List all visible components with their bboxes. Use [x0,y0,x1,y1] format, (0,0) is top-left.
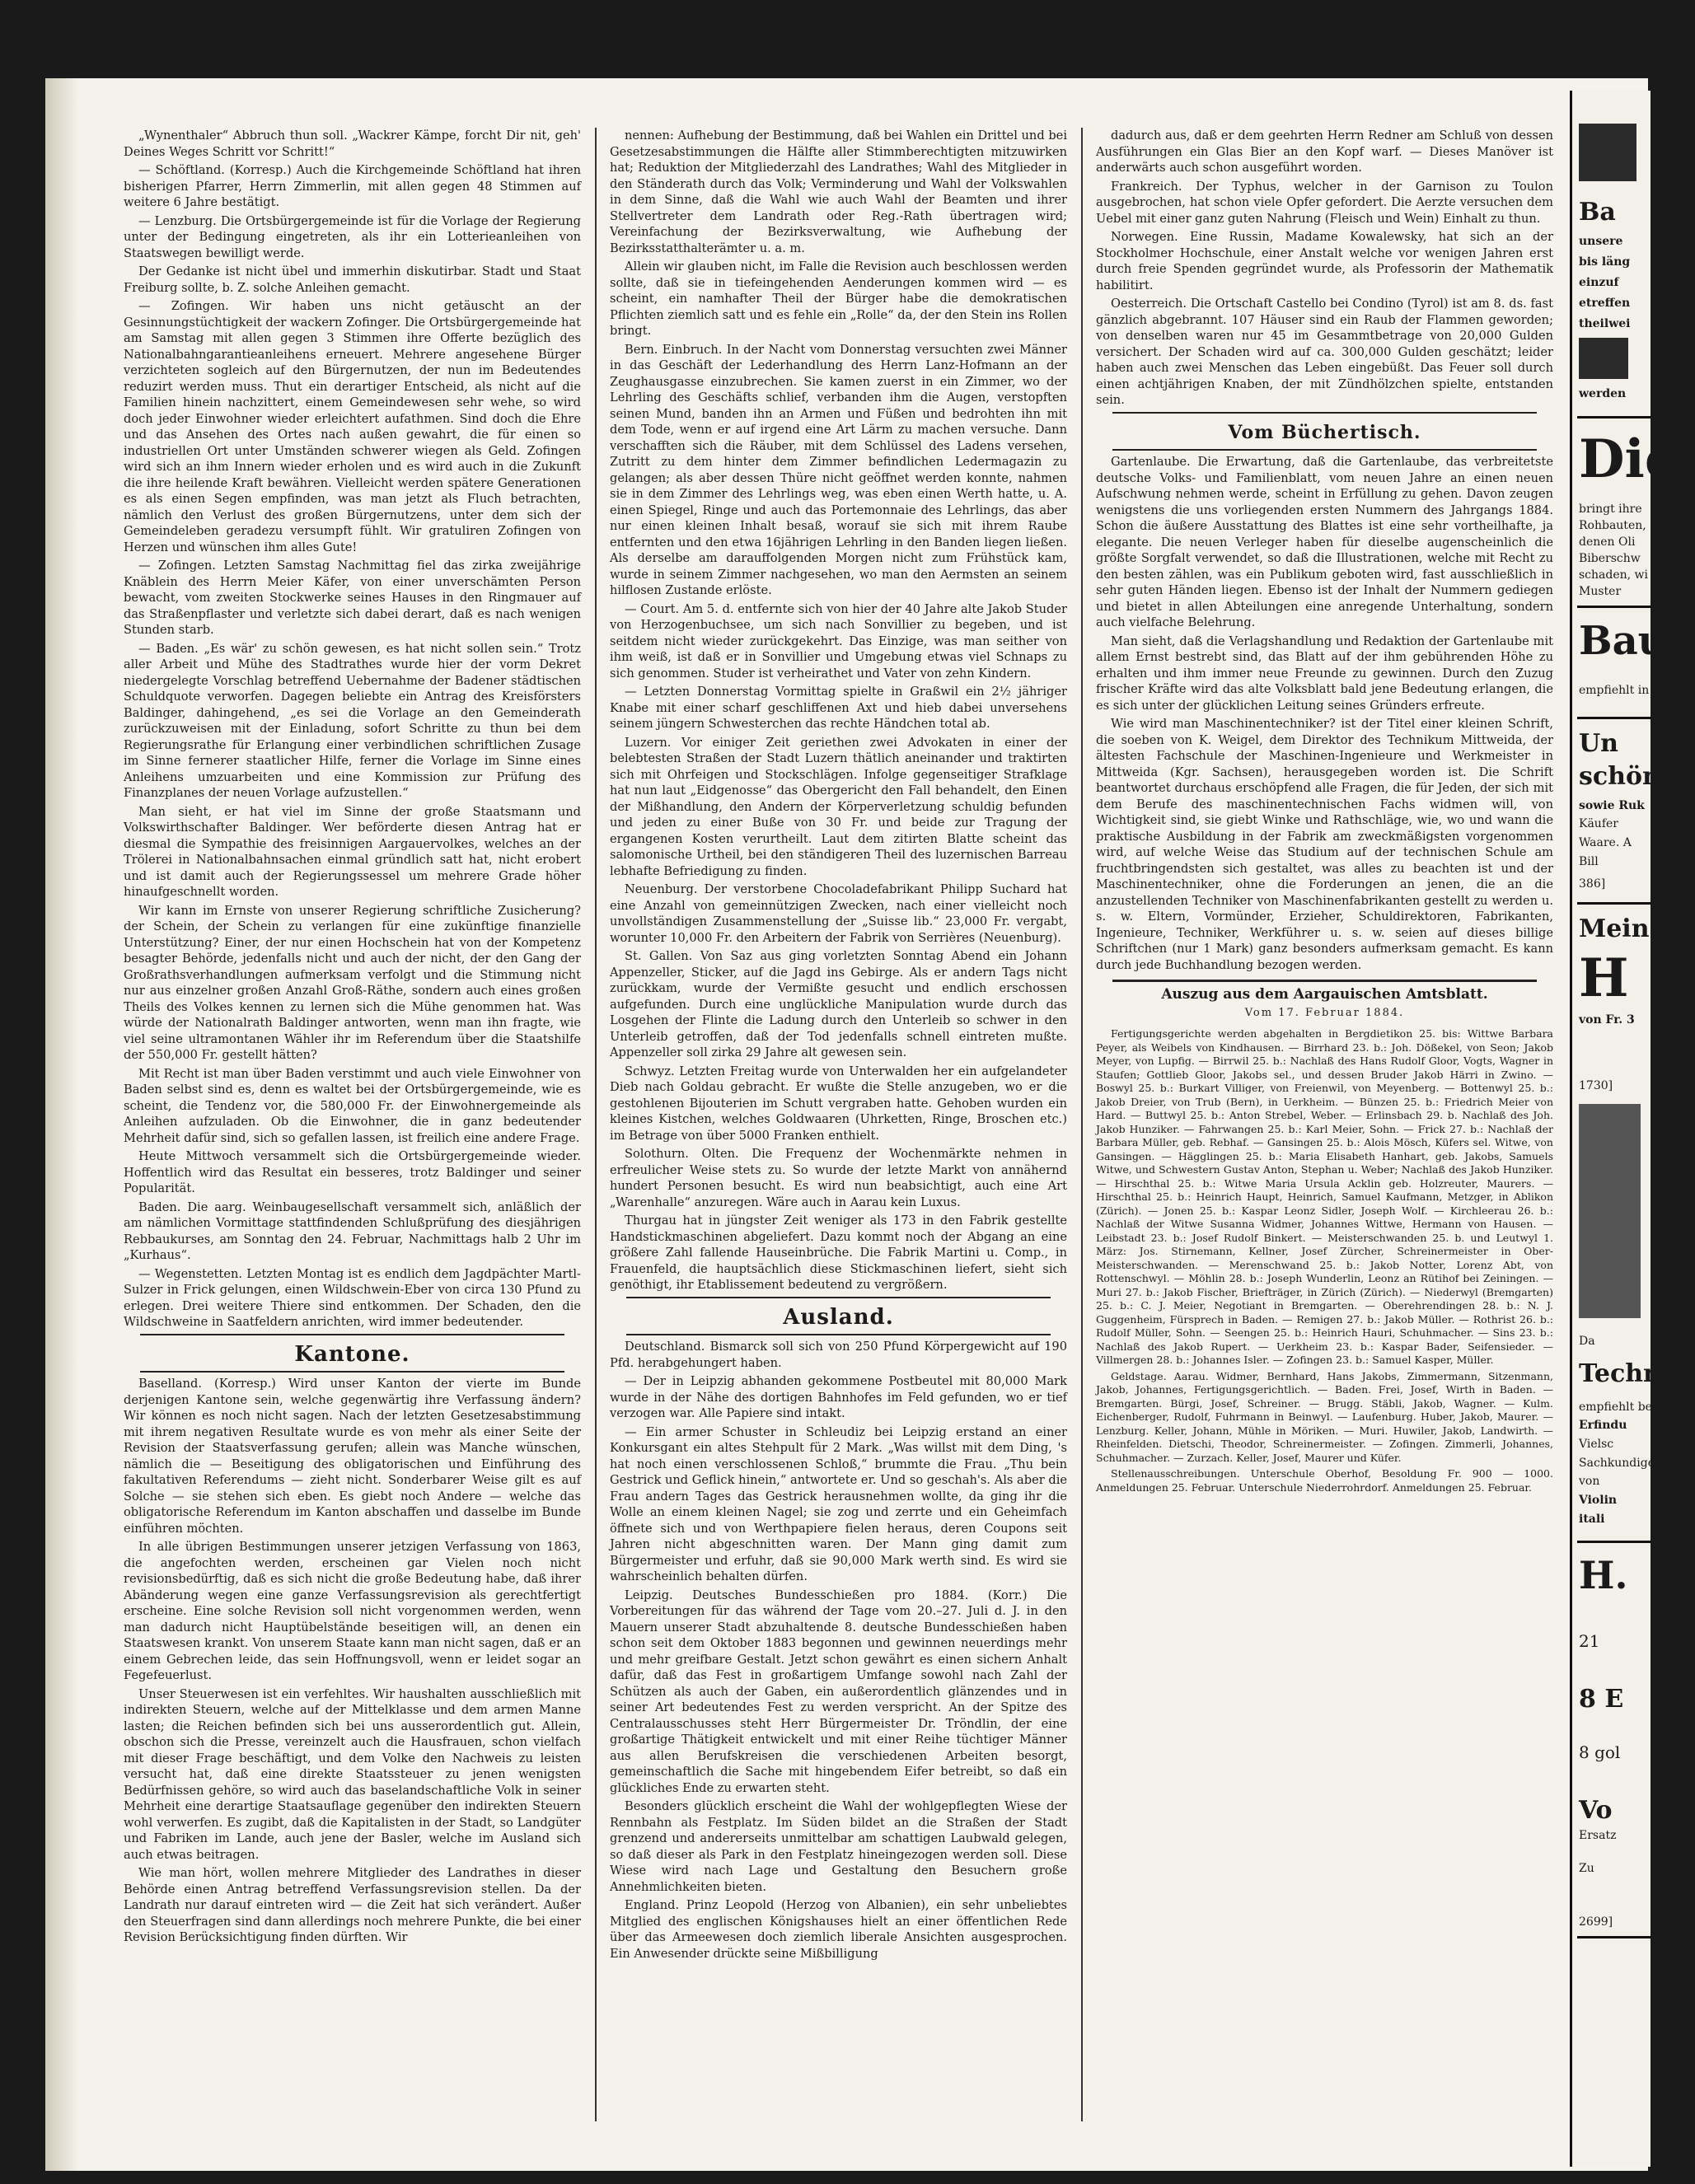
section-divider [1112,980,1537,982]
article-paragraph: — Zofingen. Wir haben uns nicht getäuscht an der Gesinnungstüchtigkeit der wackern Zofinger. Die Ortsbürgergemeinde hat am Samstag mit allen gegen 3 Stimmen ihre Offerte bezüglich des Nationalbahngarantieanleihens erneuert. Mehrere angesehene Bürger verzichteten sogleich auf den Bürgernutzen, der nun im Bedeutendes reduzirt werden muss. Thut ein derartiger Entscheid, als nicht auf die Familien hinein nachzittert, einem Gemeindewesen sehr wehe, so wird doch jeder Einwohner wieder erleichtert aufathmen. Sind doch die Ehre und das Ansehen des Ortes nach außen gewahrt, die für einen so industriellen Ort unter Umständen schwerer wiegen als Geld. Zofingen wird sich an ihm Innern wieder erholen und es wird auch in die Zukunft die ihre heilende Kraft bewähren. Vielleicht werden spätere Generationen es als einen Segen empfinden, was man jetzt als Fluch betrachten, nämlich den Verlust des großen Bürgernutzens, unter dem sich der Gemeindeleben geradezu versumpft fühlt. Wir gratuliren Zofingen von Herzen und wünschen ihm alles Gute! [124,299,581,554]
ad-graphic [1579,338,1628,379]
article-paragraph: Wir kann im Ernste von unserer Regierung schriftliche Zusicherung? der Schein, der Schein zu verlangen für eine zukünftige finanzielle Unterstützung? Einer, der nur einen Hochschein hat von der Kompetenz besagter Behörde, jedenfalls nicht und auch der nicht, der den Gang der Großrathsverhandlungen aufmerksam verfolgt und die Stimmung nicht nur aus einzelner großen Anzahl Groß-Räthe, sondern auch eines großen Theils des Volkes kennen zu lernen sich die Mühe genommen hat. Was würde der Nationalrath Baldinger antworten, wenn man ihn fragte, wie viel seine ultramontanen Wähler ihr im Referendum über die Staatshilfe der 550,000 Fr. gestellt hätten? [124,903,581,1062]
ad-fragment: Käufer [1579,817,1618,830]
ad-fragment: 386] [1579,877,1606,891]
article-paragraph: — Der in Leipzig abhanden gekommene Postbeutel mit 80,000 Mark wurde in der Nähe des dortigen Bahnhofes im Feld gefunden, wo er tief verzogen war. Alle Papiere sind intakt. [610,1374,1067,1420]
ad-fragment: schöne [1579,762,1676,791]
ad-fragment: Mein [1579,914,1650,943]
article-paragraph: — Ein armer Schuster in Schleudiz bei Leipzig erstand an einer Konkursgant ein altes Stehpult für 2 Mark. „Was willst mit dem Ding, 's hat noch einen verschlossenen Schloß,“ brummte die Frau. „Thu bein Gestrick und Geflick hinein,“ antwortete er. Und so geschah's. Als aber die Frau andern Tages das Gestrick herausnehmen wollte, da ging ihr die Wolle an einem kleinen Nagel; sie zog und zerrte und ein Geheimfach öffnete sich und von Werthpapiere fielen heraus, deren Coupons seit Jahren nicht abgeschnitten waren. Der Mann ging damit zum Bürgermeister und erfuhr, daß sie 90,000 Mark werth sind. Es wird sie wahrscheinlich behalten dürfen. [610,1424,1067,1583]
column-3-paragraphs [1096,128,1553,409]
article-paragraph: — Lenzburg. Die Ortsbürgergemeinde ist für die Vorlage der Regierung unter der Bedingung eingetreten, als ihr ein Lotterieanleihen von Staatswegen bewilligt werde. [124,213,581,260]
amtsblatt-title: Auszug aus dem Aargauischen Amtsblatt. [1161,986,1488,1003]
article-paragraph: Man sieht, daß die Verlagshandlung und Redaktion der Gartenlaube mit allem Ernst bestrebt sind, das Blatt auf der ihm gebührenden Höhe zu erhalten und ihm immer neue Freunde zu gewinnen. Durch den Zuzug frischer Kräfte wird das alte Volksblatt bald jene Bedeutung erlangen, die es sich unter der glücklichen Leitung seines Gründers erfreute. [1096,634,1553,713]
article-paragraph: Solothurn. Olten. Die Frequenz der Wochenmärkte nehmen in erfreulicher Weise stets zu. So wurde der letzte Markt von annähernd hundert Personen besucht. Es wird nun beabsichtigt, auch eine Art „Warenhalle“ anzuregen. Wäre auch in Aarau kein Luxus. [610,1147,1067,1209]
article-paragraph: Stellenausschreibungen. Unterschule Oberhof, Besoldung Fr. 900 — 1000. Anmeldungen 25. Februar. Unterschule Niederrohrdorf. Anmeldungen 25. Februar. [1096,1467,1553,1494]
ad-rule [1577,416,1651,419]
section-title-buechertisch: Vom Büchertisch. [1228,421,1421,443]
article-paragraph: — Wegenstetten. Letzten Montag ist es endlich dem Jagdpächter Martl-Sulzer in Frick gelungen, einen Wildschwein-Eber von circa 130 Pfund zu erlegen. Drei weitere Thiere sind entkommen. Der Schaden, den die Wildschweine in Saatfeldern anrichten, wird immer bedeutender. [124,1266,581,1329]
ad-fragment: 8 gol [1579,1742,1621,1762]
article-paragraph: St. Gallen. Von Saz aus ging vorletzten Sonntag Abend ein Johann Appenzeller, Sticker, auf die Jagd ins Gebirge. Als er andern Tags nicht zurückkam, wurde der Vermißte gesucht und endlich erschossen aufgefunden. Durch eine unglückliche Manipulation wurde durch das Losgehen der Flinte die Ladung durch den Unterleib so schwer in den Unterleib getroffen, daß der Tod jedenfalls schnell eintreten mußte. Appenzeller soll zirka 29 Jahre alt gewesen sein. [610,949,1067,1059]
article-paragraph: Deutschland. Bismarck soll sich von 250 Pfund Körpergewicht auf 190 Pfd. herabgehungert haben. [610,1340,1067,1370]
ad-graphic [1579,124,1636,181]
article-paragraph: Gartenlaube. Die Erwartung, daß die Gartenlaube, das verbreitetste deutsche Volks- und Familienblatt, vom neuen Jahre an einen neuen Aufschwung nehmen werde, scheint in Erfüllung zu gehen. Davon zeugen wenigstens die uns vorliegenden ersten Nummern des Jahrgangs 1884. Schon die äußere Ausstattung des Blattes ist eine sehr vortheilhafte, ja elegante. Die neuen Verleger haben für dieselbe augenscheinlich die größte Sorgfalt verwendet, so daß die Illustrationen, welche mit Recht zu den besten zählen, was ein Publikum geboten wird, fast ausschließlich in sehr guten Händen liegen. Ebenso ist der Inhalt der Nummern gediegen und bietet in allen Abteilungen eine anregende Unterhaltung, sondern auch vielfache Belehrung. [1096,455,1553,629]
ad-fragment: Waare. A [1579,836,1632,849]
buechertisch-paragraphs [1096,454,1553,973]
ad-fragment: Techn [1579,1359,1661,1388]
article-paragraph: Fertigungsgerichte werden abgehalten in Bergdietikon 25. bis: Wittwe Barbara Peyer, als Weibels von Kindhausen. — Birrhard 23. b.: Joh. Dößekel, von Seon; Jakob Meyer, von Lupfig. — Birrwil 25. b.: Nachlaß des Hans Rudolf Gloor, Vogts, Wagner in Staufen; Gottlieb Gloor, Jakobs sel., und dessen Bruder Jakob Härri in Zwino. — Boswyl 25. b.: Burkart Villiger, von Freienwil, von Meyenberg. — Bottenwyl 25. b.: Jakob Dreier, von Trub (Bern), in Uerkheim. — Bünzen 25. b.: Friedrich Meier von Hard. — Buttwyl 25. b.: Anton Strebel, Weber. — Erlinsbach 29. b. Nachlaß des Joh. Jakob Hunziker. — Fahrwangen 25. b.: Karl Meier, Sohn. — Frick 27. b.: Nachlaß der Barbara Müller, geb. Rebhaf. — Gansingen 25. b.: Alois Mösch, Küfers sel. Witwe, von Gansingen. — Hägglingen 25. b.: Maria Elisabeth Hanhart, geb. Jakobs, Samuels Witwe, und Schwestern Gustav Anton, Stephan u. Weber; Nachlaß des Jakob Hunziker. — Hirschthal 25. b.: Witwe Maria Ursula Acklin geb. Holzreuter, Maurers. — Hirschthal 25. b.: Heinrich Haupt, Heinrich, Samuel Kaufmann, Metzger, in Ablikon (Zürich). — Jonen 25. b.: Kaspar Leonz Sidler, Joseph Wolf. — Kirchleerau 26. b.: Nachlaß der Witwe Susanna Widmer, Johannes Wittwe, Hermann von Hausen. — Leibstadt 23. b.: Josef Rudolf Binkert. — Meisterschwanden 25. b. und Leutwyl 1. März: Jos. Stirnemann, Kellner, Josef Zürcher, Schreinermeister in Ober-Meisterschwanden. — Merenschwand 25. b.: Jakob Notter, Lorenz Abt, von Rottenschwyl. — Möhlin 28. b.: Joseph Wunderlin, Leonz an Rütihof bei Zeiningen. — Muri 27. b.: Jakob Fischer, Briefträger, in Zürich (Zürich). — Niederwyl (Bremgarten) 25. b.: C. J. Meier, Negotiant in Bremgarten. — Oberehrendingen 28. b.: N. J. Guggenheim, Fürsprech in Baden. — Remigen 27. b.: Jakob Müller. — Rothrist 26. b.: Rudolf Müller, Sohn. — Seengen 25. b.: Heinrich Hauri, Schuhmacher. — Sins 23. b.: Nachlaß des Jakob Rupert. — Uerkheim 23. b.: Kaspar Bader, Seifensieder. — Villmergen 28. b.: Johannes Isler. — Zofingen 23. b.: Samuel Kasper, Müller. [1096,1027,1553,1366]
ad-fragment: Baun [1579,618,1695,664]
ad-fragment: 8 E [1579,1685,1624,1714]
amtsblatt-paragraphs [1096,1027,1553,1494]
ad-fragment: Un [1579,729,1618,758]
article-paragraph: Bern. Einbruch. In der Nacht vom Donnerstag versuchten zwei Männer in das Geschäft der Lederhandlung des Herrn Lanz-Hofmann an der Zeughausgasse einzubrechen. Sie kamen zuerst in ein Zimmer, wo der Lehrling des Geschäfts schlief, verbanden ihm die Augen, verstopften seinen Mund, banden ihn an Armen und Füßen und bedrohten ihn mit dem Tode, wenn er auf irgend eine Art Lärm zu machen versuche. Dann verschafften sich die Räuber, mit dem Schlüssel des Ladens versehen, Zutritt zu dem hinter dem Zimmer befindlichen Ledermagazin zu gelangen; als aber dessen Thüre nicht geöffnet werden konnte, nahmen sie in dem Zimmer des Lehrlings weg, was eben einen Werth hatte, u. A. einen Spiegel, Ringe und auch das Portemonnaie des Lehrlings, das aber nur einen kleinen Inhalt besaß, worauf sie sich mit ihrem Raube entfernten und den etwa 16jährigen Lehrling in den Banden liegen ließen. Als derselbe am darauffolgenden Morgen nicht zum Frühstück kam, wurde in seinem Zimmer nachgesehen, wo man den Aermsten an seinem hilflosen Zustande erlöste. [610,342,1067,597]
ad-fragment: empfiehlt bei [1579,1401,1656,1414]
article-paragraph: Geldstage. Aarau. Widmer, Bernhard, Hans Jakobs, Zimmermann, Sitzenmann, Jakob, Johannes, Fertigungsgerichtlich. — Baden. Frei, Josef, Wirth in Baden. — Bremgarten. Bürgi, Josef, Schreiner. — Brugg. Stäbli, Jakob, Wagner. — Kulm. Eichenberger, Rudolf, Fuhrmann in Beinwyl. — Laufenburg. Huber, Jakob, Maurer. — Lenzburg. Keller, Johann, Mühle in Möriken. — Muri. Huwiler, Jakob, Landwirth. — Rheinfelden. Dietschi, Theodor, Schreinermeister. — Zofingen. Zimmerli, Johannes, Schuhmacher. — Zurzach. Keller, Josef, Maurer und Küfer. [1096,1369,1553,1464]
section-divider [140,1334,564,1335]
ad-fragment: Da [1579,1335,1595,1348]
ad-fragment: itali [1579,1513,1605,1526]
ad-fragment: von Fr. 3 [1579,1013,1635,1027]
article-paragraph: Baselland. (Korresp.) Wird unser Kanton der vierte im Bunde derjenigen Kantone sein, welche gegenwärtig ihre Verfassung ändern? Wir können es noch nicht sagen. Nach der letzten Gesetzesabstimmung mit ihrem negativen Resultate wurde es von mehr als einer Seite der Revision der Staatsverfassung gerufen; allein was Manche wünschen, nämlich die — Beseitigung des obligatorischen und Einführung des fakultativen Referendums — zieht nicht. Sonderbarer Weise gilt es auf Solche — sie stehen sich eben. Es giebt noch Andere — welche das obligatorische Referendum im Kanton abschaffen und dasselbe im Bunde einführen möchten. [124,1377,581,1536]
article-paragraph: Unser Steuerwesen ist ein verfehltes. Wir haushalten ausschließlich mit indirekten Steuern, welche auf der Mittelklasse und dem armen Manne lasten; die Reichen befinden sich bei uns ausserordentlich gut. Allein, obschon sich die Presse, vereinzelt auch die Hausfrauen, schon vielfach mit dieser Frage beschäftigt, und dem Volke den Nachweis zu leisten versucht hat, daß eine direkte Staatssteuer zu jenen wenigsten Bedürfnissen gehöre, so wird auch das baselandschaftliche Volk in seiner Mehrheit eine derartige Staatsauflage gegenüber den indirekten Steuern wohl verwerfen. Es zugibt, daß die Kapitalisten in der Stadt, so Landgüter und Fabriken im Lande, auch jene der Basler, welche im Ausland sich auch etwas beitragen. [124,1686,581,1862]
ad-fragment: Ersatz [1579,1829,1617,1842]
ad-fragment: 21 [1579,1631,1600,1651]
ad-fragment: Vielsc [1579,1438,1614,1451]
ad-fragment: Bill [1579,855,1599,868]
ad-fragment: Die [1579,428,1679,490]
ad-fragment: einzuf [1579,276,1619,289]
ad-rule [1577,902,1651,905]
article-paragraph: Baden. Die aarg. Weinbaugesellschaft versammelt sich, anläßlich der am nämlichen Vormittage stattfindenden Schlußprüfung des diesjährigen Rebbaukurses, am Sonntag den 24. Februar, Nachmittags halb 2 Uhr im „Kurhaus“. [124,1200,581,1262]
newspaper-page [45,78,1648,2171]
adjacent-page-edge [1570,91,1695,2167]
ad-rule [1577,717,1651,719]
ad-fragment: von [1579,1475,1600,1488]
article-paragraph: dadurch aus, daß er dem geehrten Herrn Redner am Schluß von dessen Ausführungen ein Glas Bier an den Kopf warf. — Dieses Manöver ist anderwärts auch schon ausgeführt worden. [1096,129,1553,175]
article-paragraph: Der Gedanke ist nicht übel und immerhin diskutirbar. Stadt und Staat Freiburg sollte, b. Z. solche Anleihen gemacht. [124,264,581,295]
ad-fragment: theilwei [1579,317,1631,330]
column-3 [1096,128,1553,2121]
article-paragraph: In alle übrigen Bestimmungen unserer jetzigen Verfassung von 1863, die angefochten werden, erscheinen gar Vielen noch nicht revisionsbedürftig, daß es sich nicht die große Bedeutung habe, daß ihrer Abänderung wegen eine ganze Verfassungsrevision als gerechtfertigt erscheine. Eine solche Revision soll nicht vorgenommen werden, wenn man dadurch nicht Hauptübelstände beseitigen will, an denen ein Staatswesen krankt. Von unserem Staate kann man nicht sagen, daß er an einem Gebrechen leide, das sein Hoffnungsvoll, wenn er leidet sogar an Fegefeuerlust. [124,1540,581,1682]
article-paragraph: Frankreich. Der Typhus, welcher in der Garnison zu Toulon ausgebrochen, hat schon viele Opfer gefordert. Die Aerzte versuchen dem Uebel mit einer ganz guten Nahrung (Fleisch und Wein) Einhalt zu thun. [1096,179,1553,226]
article-paragraph: Leipzig. Deutsches Bundesschießen pro 1884. (Korr.) Die Vorbereitungen für das während der Tage vom 20.–27. Juli d. J. in den Mauern unserer Stadt abzuhaltende 8. deutsche Bundesschießen haben schon seit dem Oktober 1883 begonnen und gewinnen neuerdings mehr und mehr greifbare Gestalt. Jetzt schon gewährt es einen sichern Anhalt dafür, daß das Fest in großartigem Umfange sowohl nach Zahl der Schützen als auch der Gaben, ein außerordentlich glänzendes und in seiner Art bedeutendes Fest zu werden verspricht. An der Spitze des Centralausschusses steht Herr Bürgermeister Dr. Tröndlin, der eine großartige Thätigkeit entwickelt und mit einer Reihe tüchtiger Männer aus allen Berufskreisen die verschiedenen Arbeiten besorgt, gemeinschaftlich die Sache mit hingebendem Eifer betreibt, so daß ein glückliches Ende zu erwarten steht. [610,1588,1067,1795]
article-paragraph: England. Prinz Leopold (Herzog von Albanien), ein sehr unbeliebtes Mitglied des englischen Königshauses hielt an einer öffentlichen Rede über das Armeewesen doch ziemlich liberale Ansichten ausgesprochen. Ein Anwesender drückte seine Mißbilligung [610,1898,1067,1961]
article-paragraph: Neuenburg. Der verstorbene Chocoladefabrikant Philipp Suchard hat eine Anzahl von gemeinnützigen Zwecken, nach einer vielleicht noch unvollständigen Zusammenstellung der „Suisse lib.“ 23,000 Fr. vergabt, worunter 10,000 Fr. den Arbeitern der Fabrik von Serrières (Neuenburg). [610,882,1067,945]
page-content-area [124,128,1590,2121]
article-paragraph: Allein wir glauben nicht, im Falle die Revision auch beschlossen werden sollte, daß sie in tiefeingehenden Aenderungen kommen wird — es scheint, ein namhafter Theil der Bürger habe die demokratischen Pflichten ziemlich satt und es fehle ein „Rolle“ da, der den Stein ins Rollen bringt. [610,260,1067,338]
ausland-paragraphs [610,1339,1067,1962]
ad-fragment: Erfindu [1579,1419,1627,1432]
ad-fragment: bringt ihre [1579,503,1642,516]
section-title-ausland: Ausland. [783,1304,894,1330]
ad-fragment: Sachkundige [1579,1457,1655,1470]
ad-fragment: schaden, wi [1579,568,1649,582]
article-paragraph: Norwegen. Eine Russin, Madame Kowalewsky, hat sich an der Stockholmer Hochschule, einer Anstalt welche vor wenigen Jahren erst durch freie Spenden gegründet wurde, als Professorin der Mathematik habilitirt. [1096,230,1553,292]
column-rule [1081,128,1083,2121]
column-rule [595,128,597,2121]
ad-fragment: 2699] [1579,1915,1613,1929]
section-divider [626,1297,1051,1298]
amtsblatt-date: Vom 17. Februar 1884. [1244,1006,1405,1019]
ad-fragment: werden [1579,387,1627,400]
article-paragraph: — Letzten Donnerstag Vormittag spielte in Graßwil ein 2½ jähriger Knabe mit einer scharf geschliffenen Axt und hieb dabei unversehens seinem jüngern Schwesterchen das rechte Händchen total ab. [610,685,1067,731]
kantone-paragraphs [124,1376,581,1946]
column-2 [610,128,1067,2121]
article-paragraph: Besonders glücklich erscheint die Wahl der wohlgepflegten Wiese der Rennbahn als Festplatz. Im Süden bildet an die Straßen der Stadt grenzend und andererseits unmittelbar am schattigen Laubwald gelegen, so daß dieser als Park in den Festplatz hineingezogen werden soll. Diese Wiese wird nach Lage und Gestaltung den Besuchern große Annehmlichkeiten bieten. [610,1799,1067,1894]
section-divider [1112,412,1537,414]
article-paragraph: nennen: Aufhebung der Bestimmung, daß bei Wahlen ein Drittel und bei Gesetzesabstimmungen die Hälfte aller Stimmberechtigten mitzuwirken hat; Reduktion der Mitgliederzahl des Landrathes; Wahl des Mitglieder in den Ständerath durch das Volk; Verminderung und Wahl der Volkswahlen in dem Sinne, daß die Wahl wie auch Wahl der Beamten und ihrer Stellvertreter dem Landrath oder Reg.-Rath übertragen wird; Vereinfachung der Bezirksverwaltung, wie Aufhebung der Bezirksstatthalterämter u. a. m. [610,129,1067,255]
ad-fragment: Rohbauten, [1579,519,1646,532]
ad-engraving [1579,1104,1641,1318]
ad-fragment: Ba [1579,198,1616,227]
section-divider [140,1371,564,1373]
ad-rule [1577,1541,1651,1543]
article-paragraph: — Court. Am 5. d. entfernte sich von hier der 40 Jahre alte Jakob Studer von Herzogenbuchsee, um sich nach Sonvillier zu begeben, und ist seitdem nicht wieder zurückgekehrt. Das Einzige, was man seither von ihm weiß, ist daß er in Sonvillier und Umgebung etwas viel Schnaps zu sich genommen. Studer ist verheirathet und Vater von zehn Kindern. [610,601,1067,680]
article-paragraph: — Zofingen. Letzten Samstag Nachmittag fiel das zirka zweijährige Knäblein des Herrn Meier Käfer, von einer unverschämten Person bewacht, vom zweiten Stockwerke seines Hauses in den Ringmauer auf das Straßenpflaster und verletzte sich dabei derart, daß es nach wenigen Stunden starb. [124,559,581,637]
article-paragraph: Heute Mittwoch versammelt sich die Ortsbürgergemeinde wieder. Hoffentlich wird das Resultat ein besseres, trotz Baldinger und seiner Popularität. [124,1149,581,1195]
ad-fragment: Violin [1579,1494,1618,1507]
ad-fragment: etreffen [1579,297,1631,310]
section-title-kantone: Kantone. [294,1341,410,1367]
article-paragraph: Oesterreich. Die Ortschaft Castello bei Condino (Tyrol) ist am 8. ds. fast gänzlich abgebrannt. 107 Häuser sind ein Raub der Flammen geworden; von denselben waren nur 45 im Gesammtbetrage von 20,000 Gulden versichert. Der Schaden wird auf ca. 300,000 Gulden geschätzt; leider haben auch zwei Menschen das Leben eingebüßt. Das Feuer soll durch einen achtjährigen Knaben, der mit Zündhölzchen spielte, entstanden sein. [1096,297,1553,407]
ad-fragment: Vo [1579,1796,1613,1825]
article-paragraph: — Baden. „Es wär' zu schön gewesen, es hat nicht sollen sein.“ Trotz aller Arbeit und Mühe des Stadtrathes wurde hier der vorm Dekret niedergelegte Vorschlag betreffend Uebernahme der Badener städtischen Schuldquote verworfen. Dagegen beliebte ein Antrag des Kreisförsters Baldinger, dahingehend, „es sei die Vorlage an den Gemeinderath zurückzuweisen mit der Einladung, sofort Schritte zu thun bei dem Regierungsrathe für Erlangung einer verbindlichen schriftlichen Zusage im Sinne fernerer staatlicher Hilfe, ferner die Vorlage im Sinne eines Anleihens umzuarbeiten und eine Kommission zur Prüfung des Finanzplanes der neuen Vorlage aufzustellen.“ [124,641,581,800]
ad-fragment: Zu [1579,1862,1594,1875]
ad-fragment: Biberschw [1579,552,1641,565]
ad-fragment: bis läng [1579,255,1631,269]
article-paragraph: Wie wird man Maschinentechniker? ist der Titel einer kleinen Schrift, die soeben von K. Weigel, dem Direktor des Technikum Mittweida, der ältesten Fachschule der Maschinen-Ingenieure und Werkmeister in Mittweida (Kgr. Sachsen), herausgegeben worden ist. Die Schrift beantwortet durchaus erschöpfend alle Fragen, die für Jeden, der sich mit dem Berufe des maschinentechnischen Fachs widmen will, von Wichtigkeit sind, sie giebt Winke und Rathschläge, wie, wo und wann die praktische Ausbildung in der Fabrik am zweckmäßigsten vorgenommen wird, auf welche Weise das Studium auf der technischen Schule am fruchtbringendsten sich gestaltet, was alles zu beachten ist und der Maschinentechniker, ohne die Forderungen an jenen, die an die anzustellenden Techniker von Maschinenfabrikanten gestellt zu werden u. s. w. Eltern, Vormünder, Erzieher, Schuldirektoren, Fabrikanten, Ingenieure, Techniker, Werkführer u. s. w. seien auf dieses billige Schriftchen (nur 1 Mark) ganz besonders aufmerksam gemacht. Es kann durch jede Buchhandlung bezogen werden. [1096,717,1553,972]
article-paragraph: Wie man hört, wollen mehrere Mitglieder des Landrathes in dieser Behörde einen Antrag betreffend Verfassungsrevision stellen. Da der Landrath nur darauf eintreten wird — die Zeit hat sich verändert. Außer den Steuerfragen sind dann allerdings noch mehrere Punkte, die bei einer Revision Berücksichtigung finden dürften. Wir [124,1866,581,1944]
column-2-paragraphs [610,128,1067,1293]
ad-fragment: Muster [1579,585,1622,598]
ad-fragment: sowie Ruk [1579,799,1645,812]
ad-rule [1577,606,1651,608]
column-1-paragraphs [124,128,581,1331]
ad-fragment: empfiehlt in [1579,684,1650,697]
article-paragraph: Thurgau hat in jüngster Zeit weniger als 173 in den Fabrik gestellte Handstickmaschinen abgeliefert. Dazu kommt noch der Abgang an eine größere Zahl fallende Hauseinbrüche. Die Fabrik Martini u. Comp., in Frauenfeld, die hauptsächlich diese Stickmaschinen liefert, sieht sich genöthigt, ihr Etablissement bedeutend zu vergrößern. [610,1214,1067,1292]
ad-fragment: H [1579,947,1629,1009]
article-paragraph: Schwyz. Letzten Freitag wurde von Unterwalden her ein aufgelandeter Dieb nach Goldau gebracht. Er wußte die Stelle anzugeben, wo er die gestohlenen Bijouterien im Schutt vergraben hatte. Gehoben wurden ein kleines Kistchen, welches Goldwaaren (Uhrketten, Ringe, Broschen etc.) im Betrage von über 5000 Franken enthielt. [610,1064,1067,1143]
article-paragraph: — Schöftland. (Korresp.) Auch die Kirchgemeinde Schöftland hat ihren bisherigen Pfarrer, Herrn Zimmerlin, mit allen gegen 48 Stimmen auf weitere 6 Jahre bestätigt. [124,163,581,209]
column-1 [124,128,581,2121]
ad-fragment: denen Oli [1579,535,1636,549]
article-paragraph: Mit Recht ist man über Baden verstimmt und auch viele Einwohner von Baden selbst sind es, denn es waltet bei der Ortsbürgergemeinde, wie es scheint, die Tendenz vor, die 580,000 Fr. der Einwohnergemeinde als Anleihen aufzuladen. Ob die Einwohner, die in ganz bedeutender Mehrheit dafür sind, sich so gefallen lassen, ist freilich eine andere Frage. [124,1066,581,1145]
ad-fragment: unsere [1579,235,1623,248]
article-paragraph: Man sieht, er hat viel im Sinne der große Staatsmann und Volkswirthschafter Baldinger. Wer beförderte diesen Antrag hat er diesmal die Sympathie des freisinnigen Aargauervolkes, welches an der Trölerei in Nationalbahnsachen einmal gründlich satt hat, nicht erobert und ist damit auch der Regierungssessel um mehrere Grade höher hinaufgeschnellt worden. [124,804,581,899]
ad-fragment: 1730] [1579,1079,1613,1092]
section-divider [626,1334,1051,1335]
ad-rule [1577,1936,1651,1938]
section-divider [1112,449,1537,451]
article-paragraph: Luzern. Vor einiger Zeit geriethen zwei Advokaten in einer der belebtesten Straßen der Stadt Luzern thätlich aneinander und traktirten sich mit Ohrfeigen und Stockschlägen. Infolge gegenseitiger Strafklage hat nun laut „Eidgenosse“ das Obergericht den Fall behandelt, den Einen der Mißhandlung, den Andern der Körperverletzung schuldig befunden und jeden zu einer Buße von 30 Fr. und beide zur Tragung der ergangenen Kosten verurtheilt. Laut dem zitirten Blatte scheint das salomonische Urtheil, bei den ständigeren Theil des luzernischen Barreau lebhafte Befriedigung zu finden. [610,735,1067,878]
ad-fragment: H. [1579,1553,1628,1597]
article-paragraph: „Wynenthaler“ Abbruch thun soll. „Wackrer Kämpe, forcht Dir nit, geh' Deines Weges Schritt vor Schritt!“ [124,129,581,159]
